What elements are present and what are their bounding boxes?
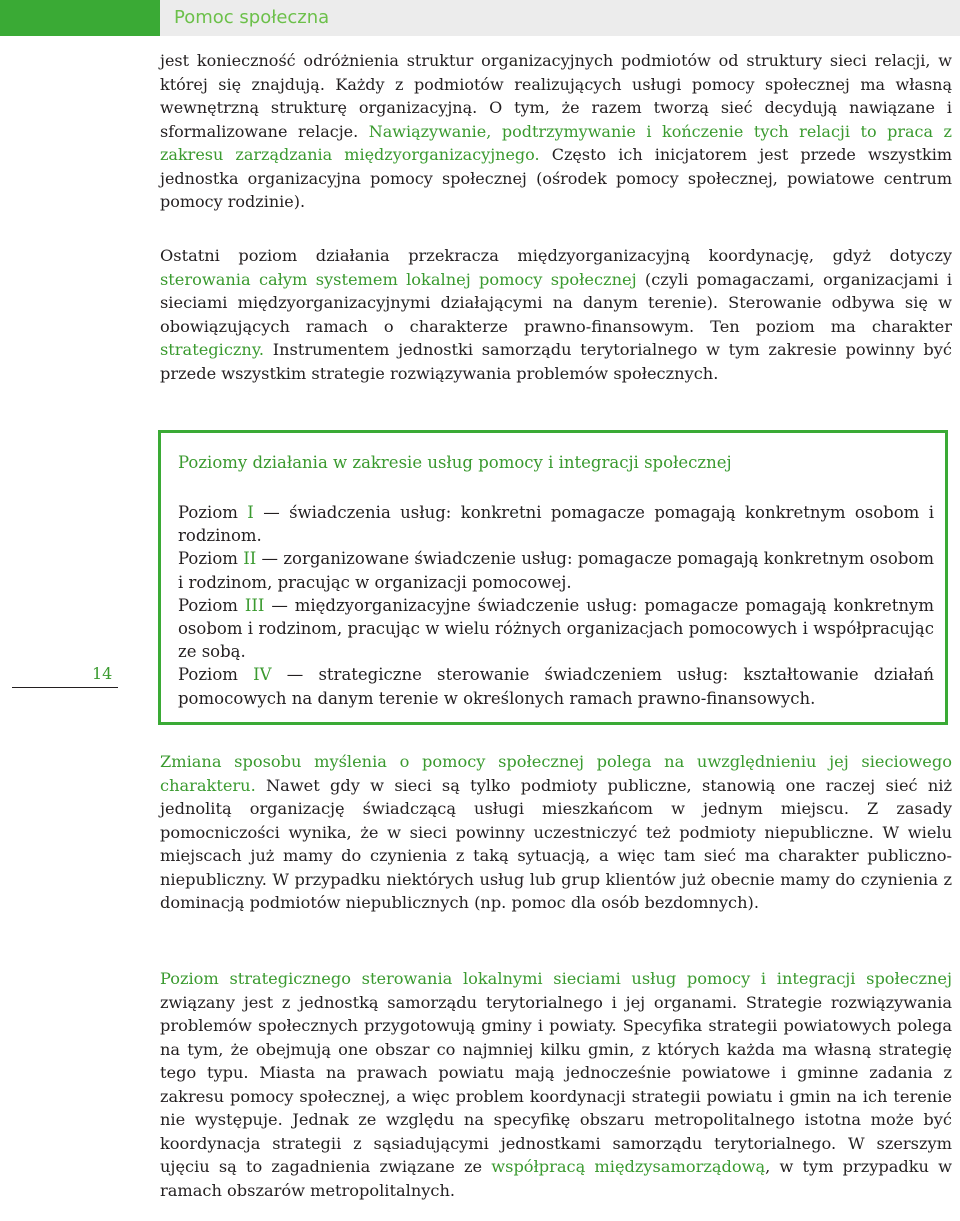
header-accent-bar: [0, 0, 160, 36]
level-prefix: Poziom: [178, 595, 245, 615]
highlight-text: Poziom strategicznego sterowania lokalnymi sieciami usług pomocy i integracji społecznej: [160, 969, 952, 988]
text-segment: Ostatni poziom działania przekracza międzyorganizacyjną koordynację, gdyż dotyczy: [160, 246, 952, 265]
page-number-rule: [12, 687, 118, 688]
highlight-text: współpracą międzysamorządową: [491, 1157, 766, 1176]
highlight-text: Zmiana sposobu myślenia o pomocy społecznej polega na uwzględnieniu jej sieciowego charakteru.: [160, 752, 952, 795]
level-text: — strategiczne sterowanie świadczeniem usług: kształtowanie działań pomocowych na danym terenie w określonych ramach prawno-finansowych.: [178, 665, 934, 708]
box-title: Poziomy działania w zakresie usług pomocy i integracji społecznej: [178, 453, 732, 472]
text-segment: (czyli pomagaczami, organizacjami i sieciami międzyorganizacyjnymi działającymi na danym terenie). Sterowanie odbywa się w obowiązujących ramach o charakterze prawno-finansowym. Ten poziom ma charakter: [160, 269, 952, 336]
level-numeral: IV: [253, 665, 272, 685]
text-segment: Nawet gdy w sieci są tylko podmioty publiczne, stanowią one raczej sieć niż jednolitą organizację świadczącą usługi mieszkańcom w jednym miejscu. Z zasady pomocniczości wynika, że w sieci powinny uczestniczyć też podmioty niepubliczne. W wielu miejscach już mamy do czynienia z taką sytuacją, a więc tam sieć ma charakter publiczno-niepubliczny. W przypadku niektórych usług lub grup klientów już obecnie mamy do czynienia z dominacją podmiotów niepublicznych (np. pomoc dla osób bezdomnych).: [160, 775, 952, 912]
paragraph-network-relations: [160, 49, 952, 214]
list-item: [178, 594, 934, 664]
text-segment: jest konieczność odróżnienia struktur organizacyjnych podmiotów od struktury sieci relacji, w której się znajdują. Każdy z podmiotów realizujących usługi pomocy społecznej ma własną wewnętrzną strukturę organizacyjną. O tym, że razem tworzą sieć decydują nawiązane i sformalizowane relacje.: [160, 51, 952, 141]
highlight-text: sterowania całym systemem lokalnej pomocy społecznej: [160, 269, 637, 289]
paragraph-network-thinking: [160, 750, 952, 915]
level-text: — świadczenia usług: konkretni pomagacze pomagają konkretnym osobom i rodzinom.: [178, 503, 934, 546]
text-segment: związany jest z jednostką samorządu terytorialnego i jej organami. Strategie rozwiązywania problemów społecznych przygotowują gminy i powiaty. Specyfika strategii powiatowych polega na tym, że obejmują one obszar co najmniej kilku gmin, z których każda ma własną strategię tego typu. Miasta na prawach powiatu mają jednocześnie powiatowe i gminne zadania z zakresu pomocy społecznej, a więc problem koordynacji strategii powiatu i gmin na ich terenie nie występuje. Jednak ze względu na specyfikę obszaru metropolitalnego istotna może być koordynacja strategii z sąsiadującymi jednostkami samorządu terytorialnego. W szerszym ujęciu są to zagadnienia związane ze: [160, 992, 952, 1176]
running-header-title: Pomoc społeczna: [174, 7, 330, 28]
level-text: — międzyorganizacyjne świadczenie usług: pomagacze pomagają konkretnym osobom i rodzinom, pracując w wielu różnych organizacjach pomocowych i współpracując ze sobą.: [178, 595, 934, 662]
running-header: [0, 0, 960, 36]
level-text: — zorganizowane świadczenie usług: pomagacze pomagają konkretnym osobom i rodzinom, pracując w organizacji pomocowej.: [178, 549, 935, 592]
list-item: [178, 663, 934, 709]
levels-info-box: [158, 430, 948, 725]
level-prefix: Poziom: [178, 665, 254, 685]
highlight-text: Nawiązywanie, podtrzymywanie i kończenie tych relacji to praca z zakresu zarządzania międzyorganizacyjnego.: [160, 121, 952, 164]
level-numeral: I: [247, 503, 254, 522]
levels-list: [178, 501, 934, 710]
page-number: 14: [92, 664, 113, 683]
list-item: [178, 501, 934, 547]
highlight-text: strategiczny.: [160, 340, 264, 359]
level-prefix: Poziom: [178, 549, 244, 569]
level-prefix: Poziom: [178, 503, 248, 522]
list-item: [178, 547, 934, 593]
level-numeral: III: [244, 595, 265, 615]
paragraph-steering-level: [160, 244, 952, 385]
text-segment: Często ich inicjatorem jest przede wszystkim jednostka organizacyjna pomocy społecznej (ośrodek pomocy społecznej, powiatowe centrum pomocy rodzinie).: [160, 145, 953, 211]
text-segment: Instrumentem jednostki samorządu terytorialnego w tym zakresie powinny być przede wszystkim strategie rozwiązywania problemów społecznych.: [160, 340, 952, 383]
paragraph-strategic-steering: [160, 967, 952, 1202]
text-segment: , w tym przypadku w ramach obszarów metropolitalnych.: [160, 1157, 952, 1200]
level-numeral: II: [243, 549, 257, 569]
